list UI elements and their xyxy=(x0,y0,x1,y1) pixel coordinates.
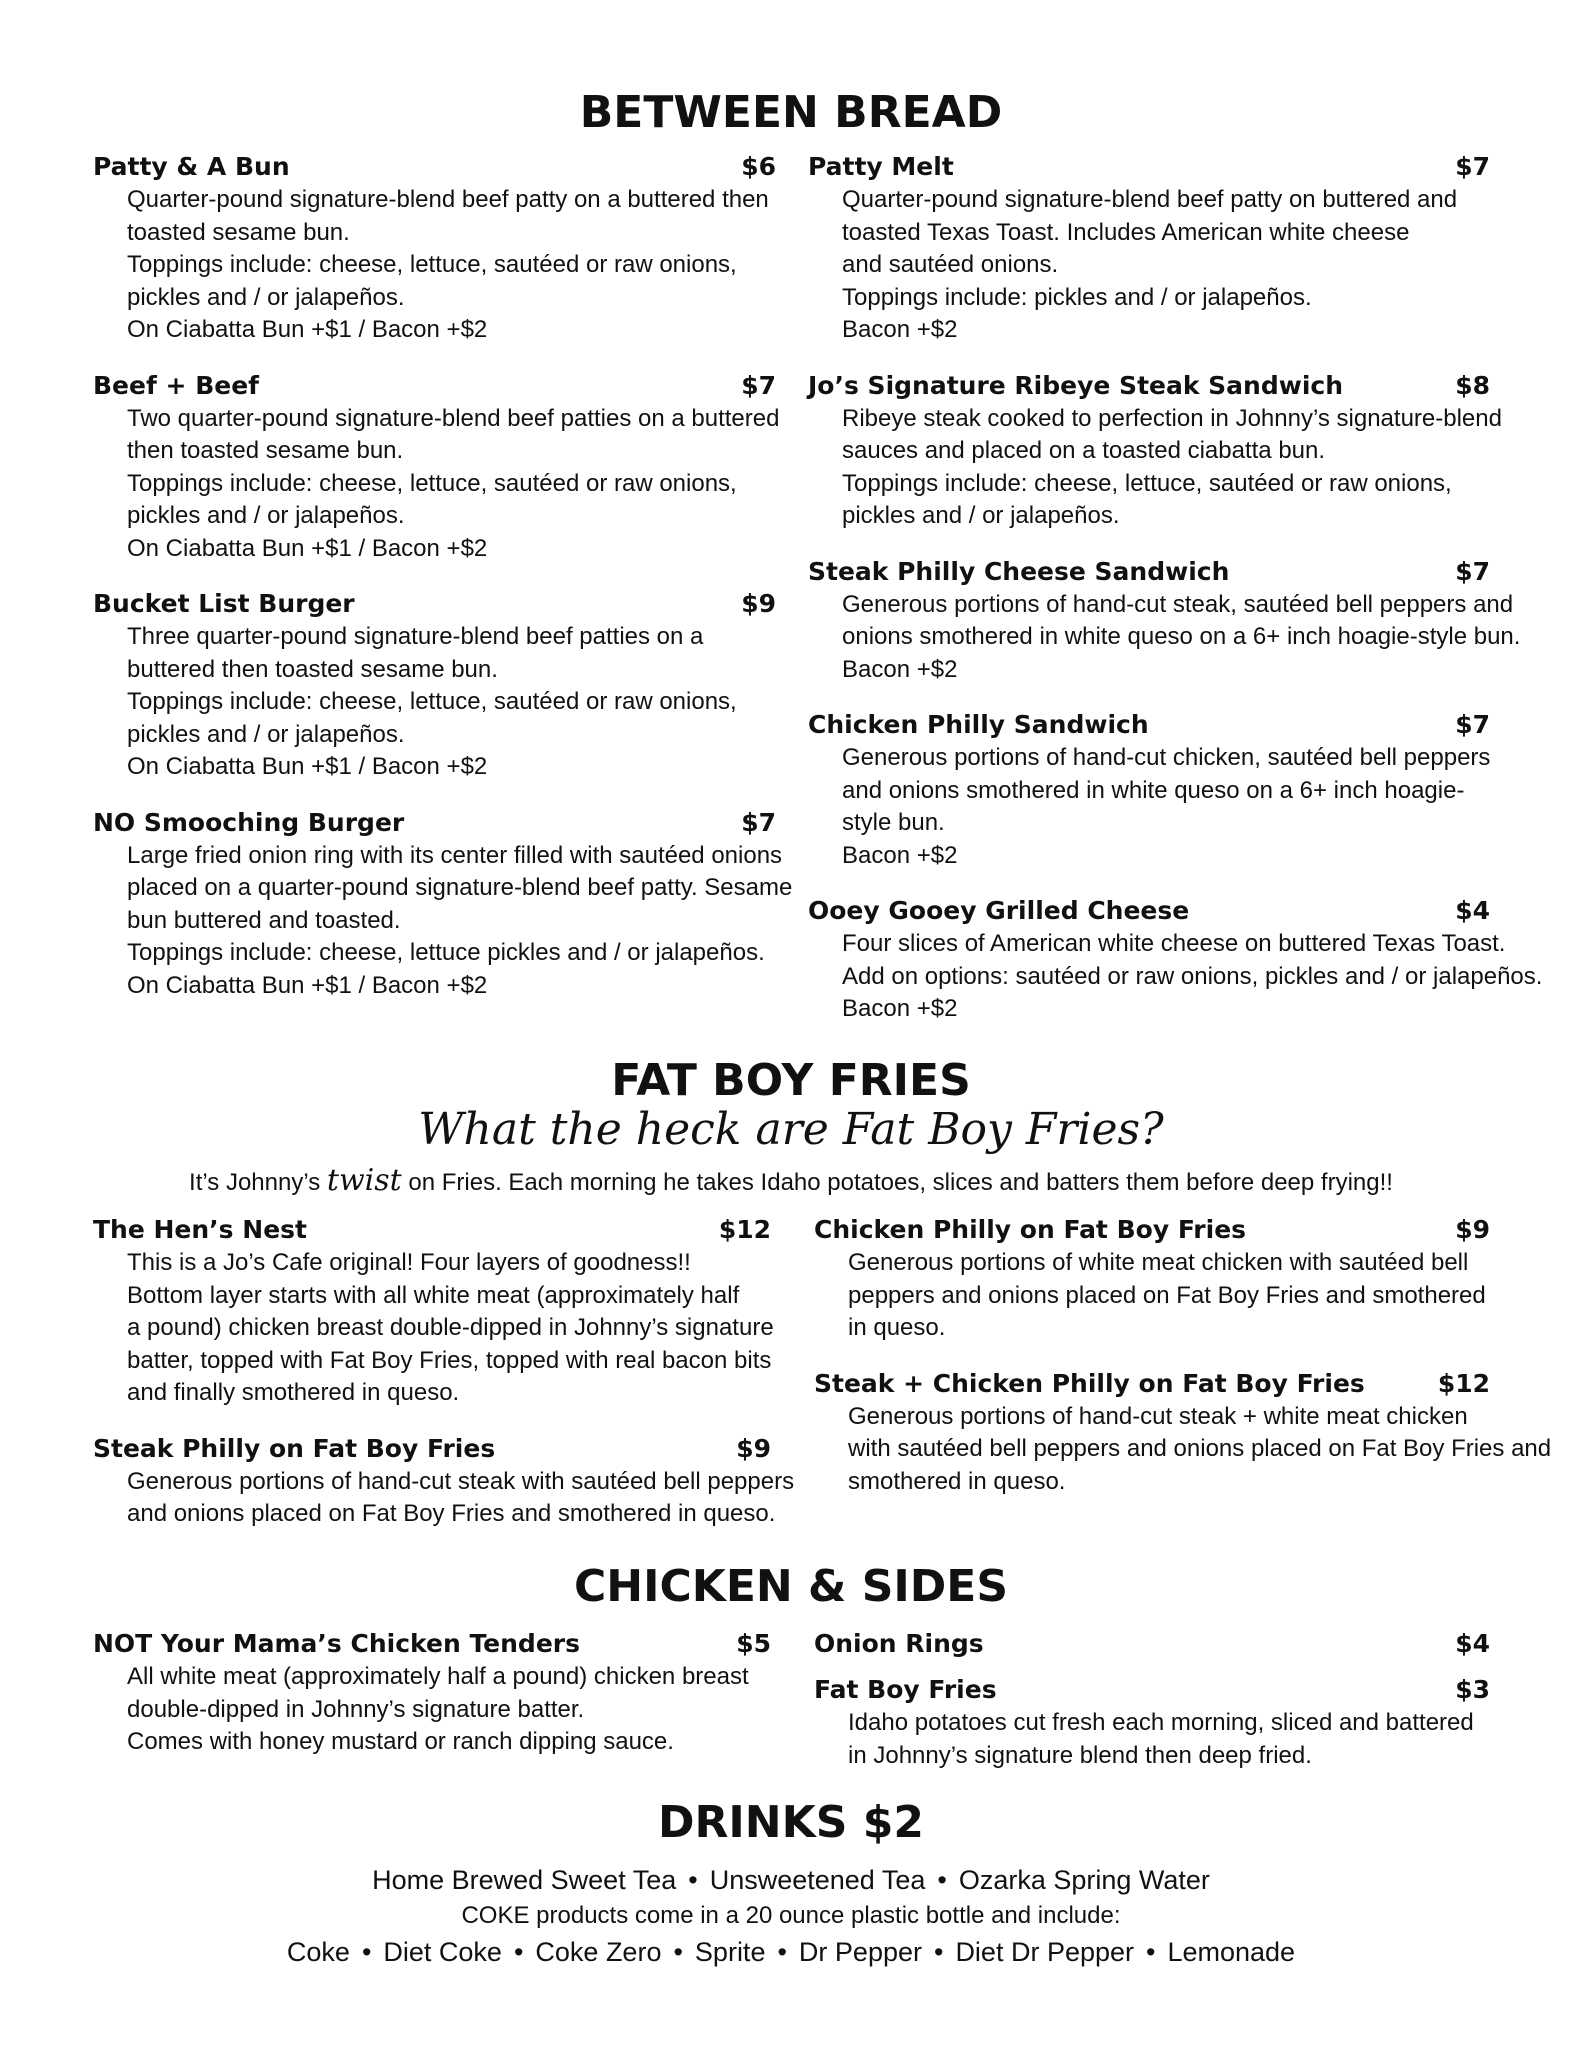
menu-item-header xyxy=(93,1627,771,1661)
menu-item-header xyxy=(93,587,776,621)
menu-item xyxy=(808,555,1521,687)
menu-item-name: Onion Rings xyxy=(814,1629,984,1658)
menu-item-name: Jo’s Signature Ribeye Steak Sandwich xyxy=(808,370,1344,400)
between-bread-left-column xyxy=(93,150,793,1024)
fat-boy-fries-right-column xyxy=(814,1213,1552,1520)
menu-item-name: Chicken Philly on Fat Boy Fries xyxy=(814,1215,1247,1244)
menu-item-name: Patty & A Bun xyxy=(93,152,290,181)
description-line: Add on options: sautéed or raw onions, pickles and / or jalapeños. xyxy=(842,962,1543,990)
menu-item-description xyxy=(93,184,776,347)
menu-item-name: Steak + Chicken Philly on Fat Boy Fries xyxy=(814,1368,1365,1398)
menu-item-name: Bucket List Burger xyxy=(93,589,355,618)
description-line: Bacon +$2 xyxy=(842,655,958,683)
menu-item-description xyxy=(808,184,1490,347)
menu-item-header xyxy=(814,1673,1490,1707)
description-line: and onions smothered in white queso on a 6+ inch hoagie- xyxy=(842,776,1465,804)
menu-item xyxy=(808,369,1502,533)
intro-twist: twist xyxy=(326,1163,402,1198)
menu-item-description xyxy=(93,621,776,784)
menu-item-header xyxy=(814,1367,1490,1401)
menu-item-header xyxy=(808,894,1490,928)
menu-item-description xyxy=(93,1466,795,1531)
description-line: Generous portions of hand-cut steak + white meat chicken xyxy=(848,1402,1468,1430)
menu-item xyxy=(93,1627,771,1759)
description-line: Quarter-pound signature-blend beef patty on buttered and xyxy=(842,186,1458,213)
description-line: Idaho potatoes cut fresh each morning, sliced and battered xyxy=(848,1709,1474,1736)
menu-item-description xyxy=(93,840,793,1003)
menu-item xyxy=(93,1213,774,1410)
fat-boy-fries-left-column xyxy=(93,1213,795,1553)
description-line: and sautéed onions. xyxy=(842,251,1059,278)
description-line: Toppings include: cheese, lettuce pickles and / or jalapeños. xyxy=(127,939,765,966)
bullet-separator: • xyxy=(361,1937,372,1967)
menu-item-header xyxy=(808,369,1490,403)
description-line: Generous portions of hand-cut chicken, sautéed bell peppers xyxy=(842,744,1491,771)
menu-item xyxy=(808,150,1490,347)
description-line: On Ciabatta Bun +$1 / Bacon +$2 xyxy=(127,534,488,562)
menu-item-description xyxy=(93,1247,774,1410)
description-line: with sautéed bell peppers and onions placed on Fat Boy Fries and xyxy=(848,1435,1552,1462)
drink-name: Coke xyxy=(286,1937,350,1967)
description-line: onions smothered in white queso on a 6+ inch hoagie-style bun. xyxy=(842,623,1521,650)
intro-after: on Fries. Each morning he takes Idaho potatoes, slices and batters them before deep frying!! xyxy=(408,1169,1393,1196)
drink-name: Unsweetened Tea xyxy=(709,1865,926,1895)
description-line: On Ciabatta Bun +$1 / Bacon +$2 xyxy=(127,971,488,999)
menu-item-description xyxy=(93,1661,771,1759)
menu-item-header xyxy=(93,1213,771,1247)
description-line: Toppings include: cheese, lettuce, sautéed or raw onions, xyxy=(127,251,737,278)
menu-item-name: Ooey Gooey Grilled Cheese xyxy=(808,896,1190,925)
menu-item xyxy=(814,1367,1552,1499)
menu-item-price: $9 xyxy=(741,589,776,618)
description-line: This is a Jo’s Cafe original! Four layers of goodness!! xyxy=(127,1249,691,1276)
description-line: Bacon +$2 xyxy=(842,841,958,869)
description-line: toasted Texas Toast. Includes American white cheese xyxy=(842,218,1410,246)
section-title-chicken-sides: CHICKEN & SIDES xyxy=(573,1561,1009,1612)
between-bread-right-column xyxy=(808,150,1543,1048)
menu-item-name: Chicken Philly Sandwich xyxy=(808,710,1149,739)
menu-item-price: $7 xyxy=(741,807,776,837)
description-line: style bun. xyxy=(842,809,945,836)
section-title-fat-boy-fries: FAT BOY FRIES xyxy=(611,1055,971,1106)
menu-item-price: $9 xyxy=(736,1433,771,1463)
menu-item-price: $3 xyxy=(1455,1675,1490,1704)
menu-item-description xyxy=(814,1707,1490,1772)
description-line: Large fried onion ring with its center filled with sautéed onions xyxy=(127,841,783,869)
menu-item xyxy=(808,894,1543,1026)
description-line: toasted sesame bun. xyxy=(127,218,350,246)
section-title-between-bread: BETWEEN BREAD xyxy=(579,87,1003,138)
menu-item-name: NO Smooching Burger xyxy=(93,807,405,837)
chicken-sides-right-column xyxy=(814,1627,1490,1794)
menu-item xyxy=(814,1627,1490,1661)
description-line: bun buttered and toasted. xyxy=(127,906,401,934)
description-line: peppers and onions placed on Fat Boy Fries and smothered xyxy=(848,1281,1486,1309)
description-line: and finally smothered in queso. xyxy=(127,1379,460,1406)
description-line: Bacon +$2 xyxy=(842,995,958,1022)
menu-item-price: $8 xyxy=(1455,370,1490,400)
menu-item-name: Patty Melt xyxy=(808,152,954,181)
menu-item-price: $6 xyxy=(741,152,776,181)
drink-name: Lemonade xyxy=(1167,1937,1296,1967)
intro-before: It’s Johnny’s xyxy=(189,1169,321,1196)
menu-item xyxy=(814,1213,1490,1345)
menu-item-name: NOT Your Mama’s Chicken Tenders xyxy=(93,1629,580,1658)
description-line: sauces and placed on a toasted ciabatta bun. xyxy=(842,437,1326,464)
section-title-drinks: DRINKS $2 xyxy=(658,1797,924,1848)
bullet-separator: • xyxy=(513,1937,524,1967)
description-line: On Ciabatta Bun +$1 / Bacon +$2 xyxy=(127,753,488,780)
drink-name: Diet Dr Pepper xyxy=(955,1937,1135,1967)
menu-item-price: $5 xyxy=(736,1629,771,1658)
menu-item xyxy=(93,587,776,784)
menu-item-description xyxy=(814,1247,1490,1345)
description-line: Comes with honey mustard or ranch dipping sauce. xyxy=(127,1728,674,1755)
menu-item-header xyxy=(808,708,1490,742)
drink-name: Diet Coke xyxy=(383,1937,502,1967)
menu-item-price: $4 xyxy=(1455,896,1490,925)
description-line: Toppings include: cheese, lettuce, sautéed or raw onions, xyxy=(842,469,1452,497)
description-line: Bacon +$2 xyxy=(842,316,958,343)
description-line: smothered in queso. xyxy=(848,1467,1066,1495)
drink-name: Home Brewed Sweet Tea xyxy=(372,1865,677,1895)
drink-name: Dr Pepper xyxy=(798,1937,922,1967)
fat-boy-fries-intro xyxy=(0,1164,1582,1200)
menu-item-header xyxy=(93,150,776,184)
menu-item xyxy=(814,1673,1490,1772)
bullet-separator: • xyxy=(937,1865,947,1895)
bullet-separator: • xyxy=(673,1937,683,1967)
description-line: in Johnny’s signature blend then deep fried. xyxy=(848,1741,1312,1769)
menu-item-description xyxy=(808,589,1521,687)
description-line: pickles and / or jalapeños. xyxy=(127,283,405,311)
menu-item-name: Beef + Beef xyxy=(93,370,260,400)
menu-item-price: $7 xyxy=(1455,710,1490,739)
menu-item-header xyxy=(808,555,1490,589)
description-line: Quarter-pound signature-blend beef patty on a buttered then xyxy=(127,186,769,213)
description-line: pickles and / or jalapeños. xyxy=(127,720,405,748)
menu-item-description xyxy=(808,928,1543,1026)
menu-item-name: The Hen’s Nest xyxy=(93,1215,307,1244)
description-line: pickles and / or jalapeños. xyxy=(842,502,1120,529)
menu-item-price: $12 xyxy=(718,1215,771,1244)
menu-item xyxy=(808,708,1490,872)
menu-item-name: Steak Philly Cheese Sandwich xyxy=(808,556,1230,586)
description-line: Three quarter-pound signature-blend beef patties on a xyxy=(127,623,704,650)
menu-item-price: $7 xyxy=(741,370,776,400)
menu-item xyxy=(93,150,776,347)
menu-item-name: Fat Boy Fries xyxy=(814,1675,997,1704)
drinks-line-teas xyxy=(0,1862,1582,1898)
description-line: Toppings include: cheese, lettuce, sautéed or raw onions, xyxy=(127,688,737,715)
menu-item-name: Steak Philly on Fat Boy Fries xyxy=(93,1433,496,1463)
description-line: placed on a quarter-pound signature-blend beef patty. Sesame xyxy=(127,874,793,901)
description-line: Generous portions of hand-cut steak with sautéed bell peppers xyxy=(127,1467,795,1495)
description-line: Ribeye steak cooked to perfection in Johnny’s signature-blend xyxy=(842,404,1502,432)
description-line: pickles and / or jalapeños. xyxy=(127,502,405,529)
description-line: All white meat (approximately half a pound) chicken breast xyxy=(127,1663,749,1690)
description-line: then toasted sesame bun. xyxy=(127,437,404,464)
description-line: Two quarter-pound signature-blend beef patties on a buttered xyxy=(127,404,780,432)
drinks-coke-note: COKE products come in a 20 ounce plastic bottle and include: xyxy=(461,1902,1121,1929)
menu-item-price: $7 xyxy=(1455,556,1490,586)
description-line: Four slices of American white cheese on buttered Texas Toast. xyxy=(842,930,1506,957)
menu-item-header xyxy=(808,150,1490,184)
menu-item-description xyxy=(93,403,780,566)
chicken-sides-left-column xyxy=(93,1627,771,1781)
menu-item-description xyxy=(814,1401,1552,1499)
fat-boy-fries-subtitle: What the heck are Fat Boy Fries? xyxy=(418,1104,1164,1155)
menu-item-price: $4 xyxy=(1455,1629,1490,1658)
menu-item-header xyxy=(814,1213,1490,1247)
menu-item-price: $12 xyxy=(1437,1368,1490,1398)
description-line: buttered then toasted sesame bun. xyxy=(127,655,498,683)
description-line: Generous portions of hand-cut steak, sautéed bell peppers and xyxy=(842,590,1514,618)
menu-item xyxy=(93,1432,795,1531)
menu-item-header xyxy=(814,1627,1490,1661)
drink-name: Sprite xyxy=(694,1937,766,1967)
menu-item-price: $9 xyxy=(1455,1215,1490,1244)
description-line: and onions placed on Fat Boy Fries and smothered in queso. xyxy=(127,1500,776,1527)
description-line: Generous portions of white meat chicken with sautéed bell xyxy=(848,1249,1469,1276)
description-line: in queso. xyxy=(848,1314,946,1341)
description-line: batter, topped with Fat Boy Fries, topped with real bacon bits xyxy=(127,1346,772,1374)
menu-item-description xyxy=(808,403,1502,533)
menu-item xyxy=(93,369,780,566)
description-line: Bottom layer starts with all white meat (approximately half xyxy=(127,1281,740,1309)
drink-name: Coke Zero xyxy=(535,1937,662,1967)
description-line: On Ciabatta Bun +$1 / Bacon +$2 xyxy=(127,316,488,343)
bullet-separator: • xyxy=(1146,1937,1156,1967)
bullet-separator: • xyxy=(688,1865,698,1895)
bullet-separator: • xyxy=(777,1937,787,1967)
menu-item-header xyxy=(93,369,776,403)
description-line: a pound) chicken breast double-dipped in Johnny’s signature xyxy=(127,1314,774,1341)
description-line: double-dipped in Johnny’s signature batter. xyxy=(127,1695,585,1723)
menu-item-price: $7 xyxy=(1455,152,1490,181)
drink-name: Ozarka Spring Water xyxy=(958,1865,1210,1895)
menu-item-header xyxy=(93,806,776,840)
drinks-line-sodas xyxy=(0,1934,1582,1970)
menu-item-description xyxy=(808,742,1490,872)
menu-item-header xyxy=(93,1432,771,1466)
bullet-separator: • xyxy=(933,1937,944,1967)
description-line: Toppings include: cheese, lettuce, sautéed or raw onions, xyxy=(127,469,737,497)
description-line: Toppings include: pickles and / or jalapeños. xyxy=(842,283,1312,311)
menu-item xyxy=(93,806,793,1003)
